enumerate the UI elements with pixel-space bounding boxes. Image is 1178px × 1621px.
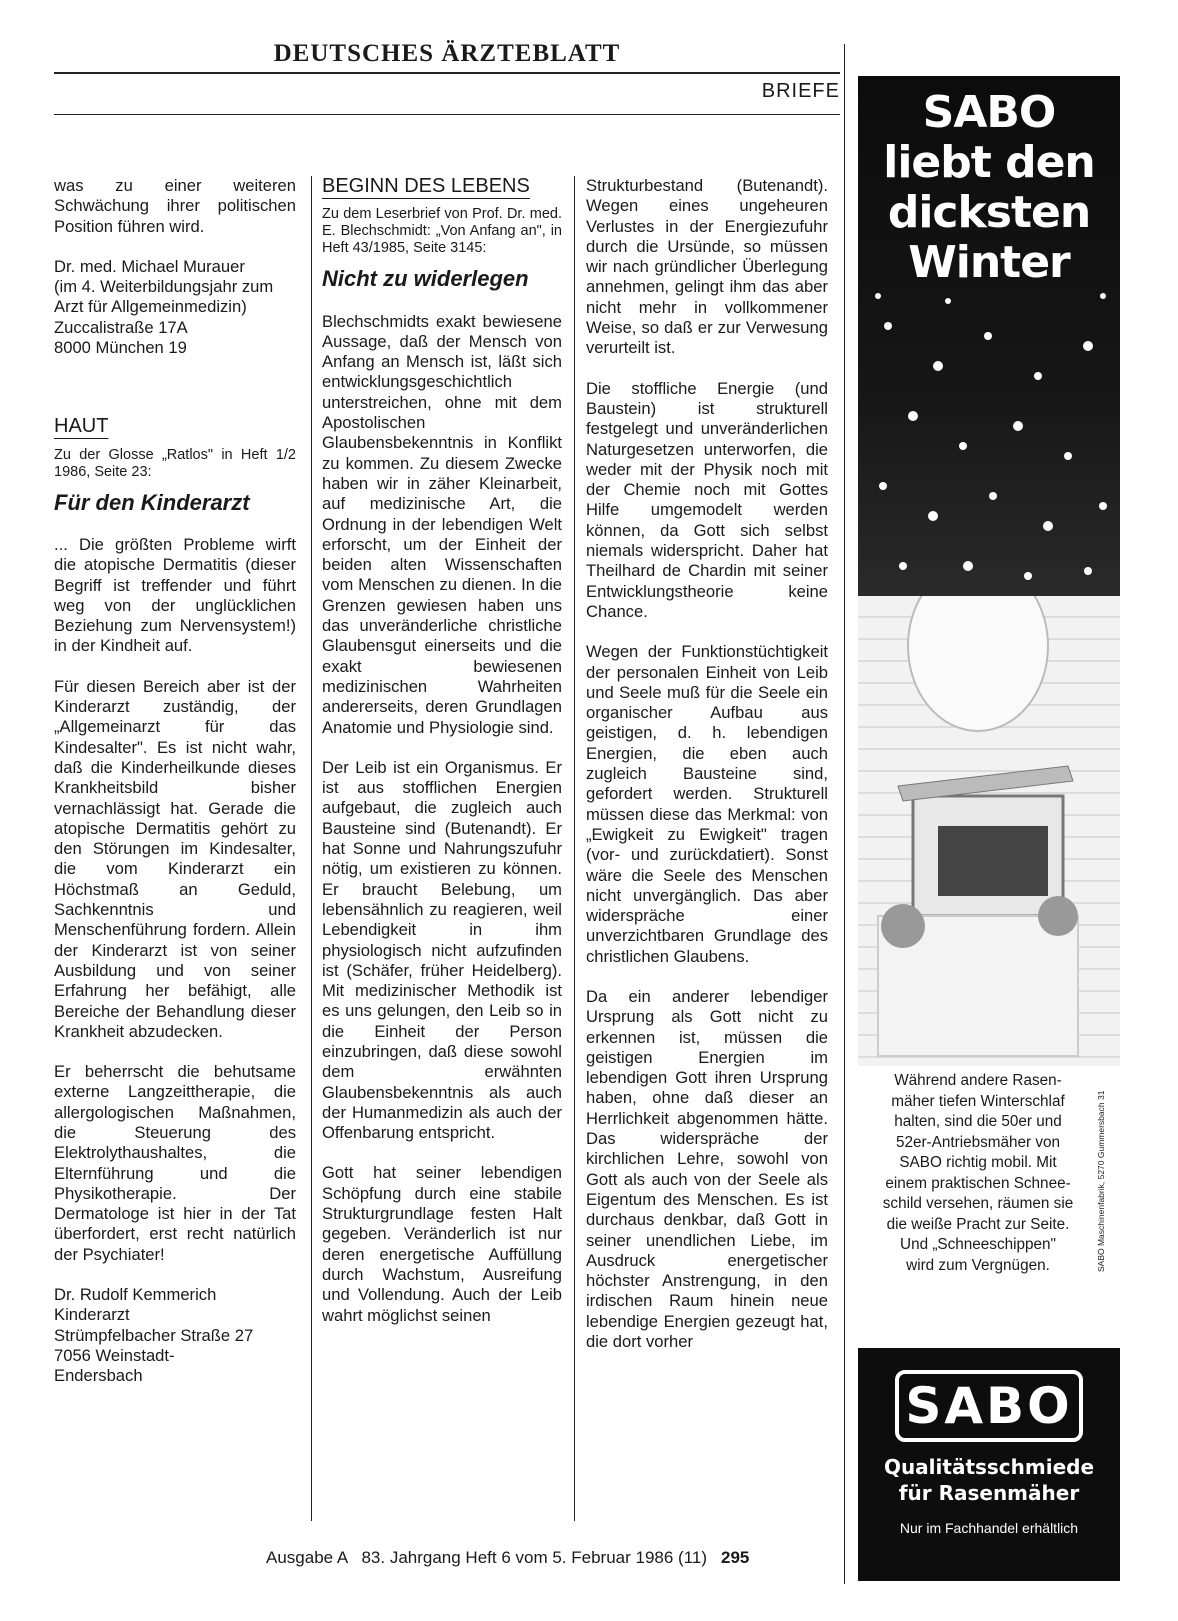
- signature-line: Zuccalistraße 17A: [54, 317, 188, 337]
- ad-tagline-line: Qualitätsschmiede: [883, 1455, 1095, 1479]
- signature-line: Endersbach: [54, 1366, 143, 1386]
- night-sky-panel: [858, 76, 1120, 596]
- page-footer: [266, 1548, 749, 1568]
- ad-body-line: wird zum Vergnügen.: [906, 1256, 1050, 1274]
- ad-headline-line: dicksten: [887, 187, 1091, 238]
- ad-body-line: mäher tiefen Winterschlaf: [891, 1092, 1065, 1110]
- ad-imprint-text: SABO Maschinenfabrik, 5270 Gummersbach 31: [1096, 1090, 1106, 1272]
- section-heading: HAUT: [54, 415, 109, 438]
- section-rule: [54, 114, 840, 115]
- section-label: BRIEFE: [761, 80, 840, 102]
- sabo-advertisement: [858, 76, 1120, 1581]
- ad-headline-line: Winter: [908, 237, 1070, 288]
- paragraph: Blechschmidts exakt bewiesene Aussage, daß der Mensch von Anfang an Mensch ist, läßt sich entwicklungsgeschichtlich unterstreichen, ohne mit dem Apostolischen Glaubensbekenntnis in Konflikt zu kommen. Zu diesem Zwecke haben wir in zäher Kleinarbeit, auf medizinische Art, die Ordnung in der lebendigen Welt erforscht, um der Einheit der beiden alten Wissenschaften vom Menschen zu dienen. In die Grenzen gewiesen haben uns das unveränderliche christliche Glaubensgut einerseits und die exakt bewiesenen medizinischen Wahrheiten andererseits, deren Grundlagen Anatomie und Physiologie sind.: [322, 311, 562, 737]
- signature-line: 8000 München 19: [54, 338, 187, 358]
- ad-body-line: Während andere Rasen-: [894, 1072, 1062, 1089]
- sabo-logo-panel: [858, 1348, 1120, 1581]
- paragraph: was zu einer weiteren Schwächung ihrer politischen Position führen wird.: [54, 176, 296, 236]
- letter-title: Für den Kinderarzt: [54, 489, 250, 515]
- paragraph: Für diesen Bereich aber ist der Kinderarzt zuständig, der „Allgemeinarzt für das Kindesalter". Es ist nicht wahr, daß die Kinderheilkunde dieses Krankheitsbild bisher vernachlässigt hat. Gerade die atopische Dermatitis gehört zu den Störungen im Kindesalter, die vom Kinderarzt ein Höchstmaß an Geduld, Sachkenntnis und Menschenführung fordern. Allein der Kinderarzt ist von seiner Ausbildung und von seiner Erfahrung her befähigt, alle Bereiche der Behandlung dieser Krankheit abzudecken.: [54, 676, 296, 1041]
- ad-body-line: SABO richtig mobil. Mit: [899, 1154, 1057, 1171]
- signature-line: Dr. Rudolf Kemmerich: [54, 1285, 217, 1305]
- column-divider: [311, 176, 312, 1521]
- page-number: 295: [721, 1548, 750, 1567]
- ad-headline-line: SABO: [922, 87, 1056, 138]
- ad-body-line: einem praktischen Schnee-: [885, 1174, 1071, 1192]
- letter-reference: Zu der Glosse „Ratlos" in Heft 1/2 1986, Seite 23:: [54, 446, 296, 480]
- ad-imprint: [1096, 1076, 1110, 1276]
- ad-availability-note: Nur im Fachhandel erhältlich: [899, 1520, 1079, 1536]
- sabo-logo: SABO: [895, 1370, 1083, 1442]
- ad-body-line: Und „Schneeschippen": [900, 1236, 1056, 1253]
- masthead: DEUTSCHES ÄRZTEBLATT: [273, 40, 621, 67]
- masthead-rule: [54, 72, 840, 74]
- paragraph: Strukturbestand (Butenandt). Wegen eines ungeheuren Verlustes in der Energiezufuhr durch die Ursünde, so müssen wir nach gründlicher Überlegung annehmen, gelingt ihm das aber nicht mehr in vollkommener Weise, so daß er zur Verwesung verurteilt ist.: [586, 176, 828, 358]
- paragraph: Wegen der Funktionstüchtigkeit der personalen Einheit von Leib und Seele muß für die Seele ein organischer Aufbau aus geistigen, d. h. lebendigen Energien, die eben auch zugleich Bausteine sind, gefordert werden. Strukturell müssen diese das Merkmal: von „Ewigkeit zu Ewigkeit" tragen (vor- und zurückdatiert). Sonst wäre die Seele des Menschen nicht unvergänglich. Das aber widerspräche einer unverzichtbaren Grundlage des christlichen Glaubens.: [586, 642, 828, 966]
- lawnmower-with-hat-illustration: [858, 596, 1120, 1066]
- column-2: [322, 176, 562, 1346]
- ad-body-copy: [858, 1071, 1098, 1276]
- section-heading: BEGINN DES LEBENS: [322, 175, 530, 197]
- signature-line: 7056 Weinstadt-: [54, 1345, 175, 1365]
- signature-line: Kinderarzt: [54, 1305, 130, 1325]
- signature-line: Arzt für Allgemeinmedizin): [54, 297, 247, 317]
- ad-headline: [858, 88, 1120, 288]
- ad-divider: [844, 44, 845, 1584]
- letter-title: Nicht zu widerlegen: [322, 266, 529, 292]
- signature-block: [54, 1285, 296, 1386]
- ad-body-line: schild versehen, räumen sie: [882, 1195, 1074, 1212]
- paragraph: Gott hat seiner lebendigen Schöpfung durch eine stabile Strukturgrundlage festen Halt gegeben. Veränderlich ist nur deren energetische Auffüllung durch Wachstum, Ausreifung und Vollendung. Auch der Leib wahrt möglichst seinen: [322, 1163, 562, 1325]
- ad-tagline: [858, 1454, 1120, 1506]
- column-divider: [574, 176, 575, 1521]
- ad-body-line: die weiße Pracht zur Seite.: [886, 1215, 1070, 1233]
- ad-body-line: 52er-Antriebsmäher von: [895, 1133, 1061, 1151]
- edition-info: Ausgabe A 83. Jahrgang Heft 6 vom 5. Februar 1986 (11): [266, 1548, 708, 1567]
- paragraph: Der Leib ist ein Organismus. Er ist aus stofflichen Energien aufgebaut, die zugleich auch Bausteine sind (Butenandt). Er hat Sonne und Nahrungszufuhr nötig, um existieren zu können. Er braucht Belebung, um lebensähnlich zu reagieren, weil Lebendigkeit in ihm physiologisch nicht aufzufinden ist (Schäfer, früher Heidelberg). Mit medizinischer Methodik ist es uns gelungen, den Leib so in die Einheit der Person einzubringen, daß diese sowohl dem erwähnten Glaubensbekenntnis als auch der Humanmedizin als auch der Offenbarung entspricht.: [322, 757, 562, 1143]
- signature-line: Dr. med. Michael Murauer: [54, 256, 245, 276]
- paragraph: Da ein anderer lebendiger Ursprung als Gott nicht zu erkennen ist, müssen die geistigen Energien im lebendigen Gott ihren Ursprung haben, ohne daß dieser an Herrlichkeit abgenommen hätte. Das widerspräche der kirchlichen Lehre, sowohl von Gott als auch von der Seele als Eigentum des Menschen. Es ist durchaus denkbar, daß Gott in seiner unendlichen Liebe, im Ausdruck energetischer höchster Anstrengung, in den irdischen Raum hinein neue lebendige Energien gezeugt hat, die dort vorher: [586, 986, 828, 1352]
- column-1: [54, 176, 296, 1387]
- ad-body-line: halten, sind die 50er und: [894, 1113, 1062, 1130]
- paragraph: Die stoffliche Energie (und Baustein) ist strukturell festgelegt und unveränderlichen Naturgesetzen unterworfen, die weder mit der Physik noch mit der Chemie noch mit Gottes Hilfe umgemodelt werden können, da Gott sich selbst niemals widerspricht. Daher hat Theilhard de Chardin mit seiner Entwicklungstheorie keine Chance.: [586, 378, 828, 621]
- letter-reference: Zu dem Leserbrief von Prof. Dr. med. E. Blechschmidt: „Von Anfang an", in Heft 43/1985, Seite 3145:: [322, 206, 562, 257]
- lawnmower-photo: [858, 596, 1120, 1066]
- column-3: [586, 176, 828, 1372]
- ad-headline-line: liebt den: [883, 137, 1095, 188]
- signature-line: (im 4. Weiterbildungsjahr zum: [54, 277, 274, 297]
- signature-line: Strümpfelbacher Straße 27: [54, 1325, 254, 1345]
- ad-tagline-line: für Rasenmäher: [898, 1481, 1080, 1505]
- signature-block: [54, 257, 296, 358]
- paragraph: ... Die größten Probleme wirft die atopische Dermatitis (dieser Begriff ist treffender und führt weg von der unglücklichen Beziehung zum Nervensystem!) in der Kindheit auf.: [54, 534, 296, 656]
- paragraph: Er beherrscht die behutsame externe Langzeittherapie, die allergologischen Maßnahmen, die Steuerung des Elektrolythaushaltes, die Elternführung und die Physikotherapie. Der Dermatologe ist hier in der Tat überfordert, erst recht natürlich der Psychiater!: [54, 1062, 296, 1264]
